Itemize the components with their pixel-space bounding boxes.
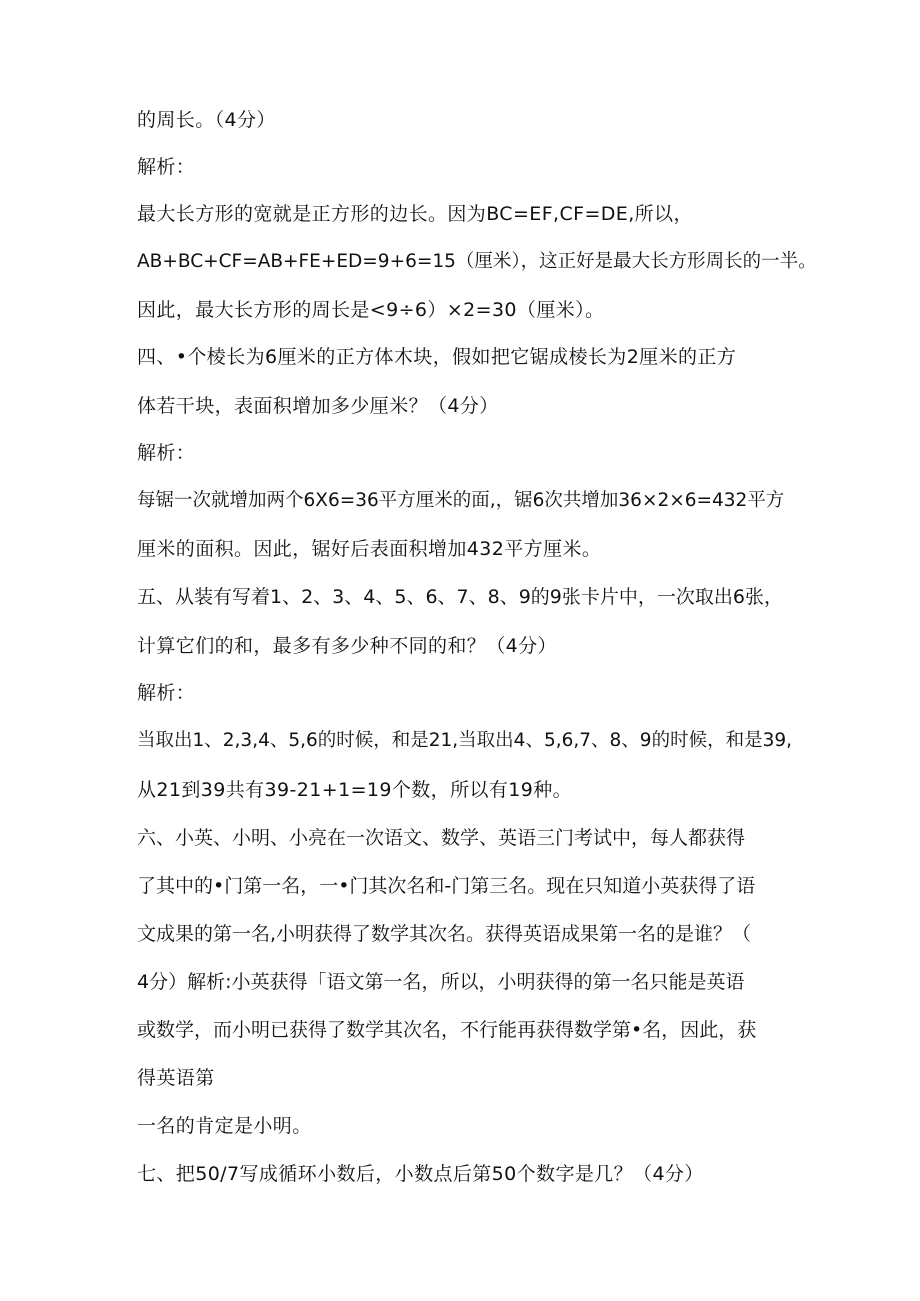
text-line: 七、把50/7写成循环小数后，小数点后第50个数字是几？（4分） <box>137 1163 704 1185</box>
text-line: 体若干块，表面积增加多少厘米？（4分） <box>137 395 499 417</box>
text-line: 从21到39共有39-21+1=19个数，所以有19种。 <box>137 779 573 801</box>
text-line: 或数学，而小明已获得了数学其次名，不行能再获得数学第•名，因此，获 <box>137 1019 757 1041</box>
text-line: 了其中的•门第一名，一•门其次名和-门第三名。现在只知道小英获得了语 <box>137 875 756 897</box>
text-line: 最大长方形的宽就是正方形的边长。因为BC=EF,CF=DE,所以， <box>137 203 693 225</box>
text-line: 文成果的第一名,小明获得了数学其次名。获得英语成果第一名的是谁？（ <box>137 923 752 945</box>
text-line: 4分）解析:小英获得「语文第一名，所以，小明获得的第一名只能是英语 <box>137 971 745 993</box>
text-line: 的周长。（4分） <box>137 109 276 131</box>
text-line: 解析： <box>137 156 196 178</box>
text-line: 得英语第 <box>137 1067 215 1089</box>
text-line: 一名的肯定是小明。 <box>137 1115 312 1137</box>
text-line: 解析： <box>137 682 196 704</box>
text-line: 解析： <box>137 442 196 464</box>
text-line: 六、小英、小明、小亮在一次语文、数学、英语三门考试中，每人都获得 <box>137 827 746 849</box>
text-line: 因此，最大长方形的周长是<9÷6）×2=30（厘米）。 <box>137 299 605 321</box>
text-line: 计算它们的和，最多有多少种不同的和？（4分） <box>137 635 557 657</box>
text-line: AB+BC+CF=AB+FE+ED=9+6=15（厘米），这正好是最大长方形周长的一半。 <box>137 251 817 272</box>
text-line: 每锯一次就增加两个6X6=36平方厘米的面,，锯6次共增加36×2×6=432平方 <box>137 490 785 511</box>
text-line: 当取出1、2,3,4、5,6的时候，和是21,当取出4、5,6,7、8、9的时候，和是39, <box>137 730 792 751</box>
text-line: 五、从装有写着1、2、3、4、5、6、7、8、9的9张卡片中，一次取出6张， <box>137 586 783 608</box>
text-line: 四、•个棱长为6厘米的正方体木块，假如把它锯成棱长为2厘米的正方 <box>137 346 737 368</box>
text-line: 厘米的面积。因此，锯好后表面积增加432平方厘米。 <box>137 538 602 560</box>
